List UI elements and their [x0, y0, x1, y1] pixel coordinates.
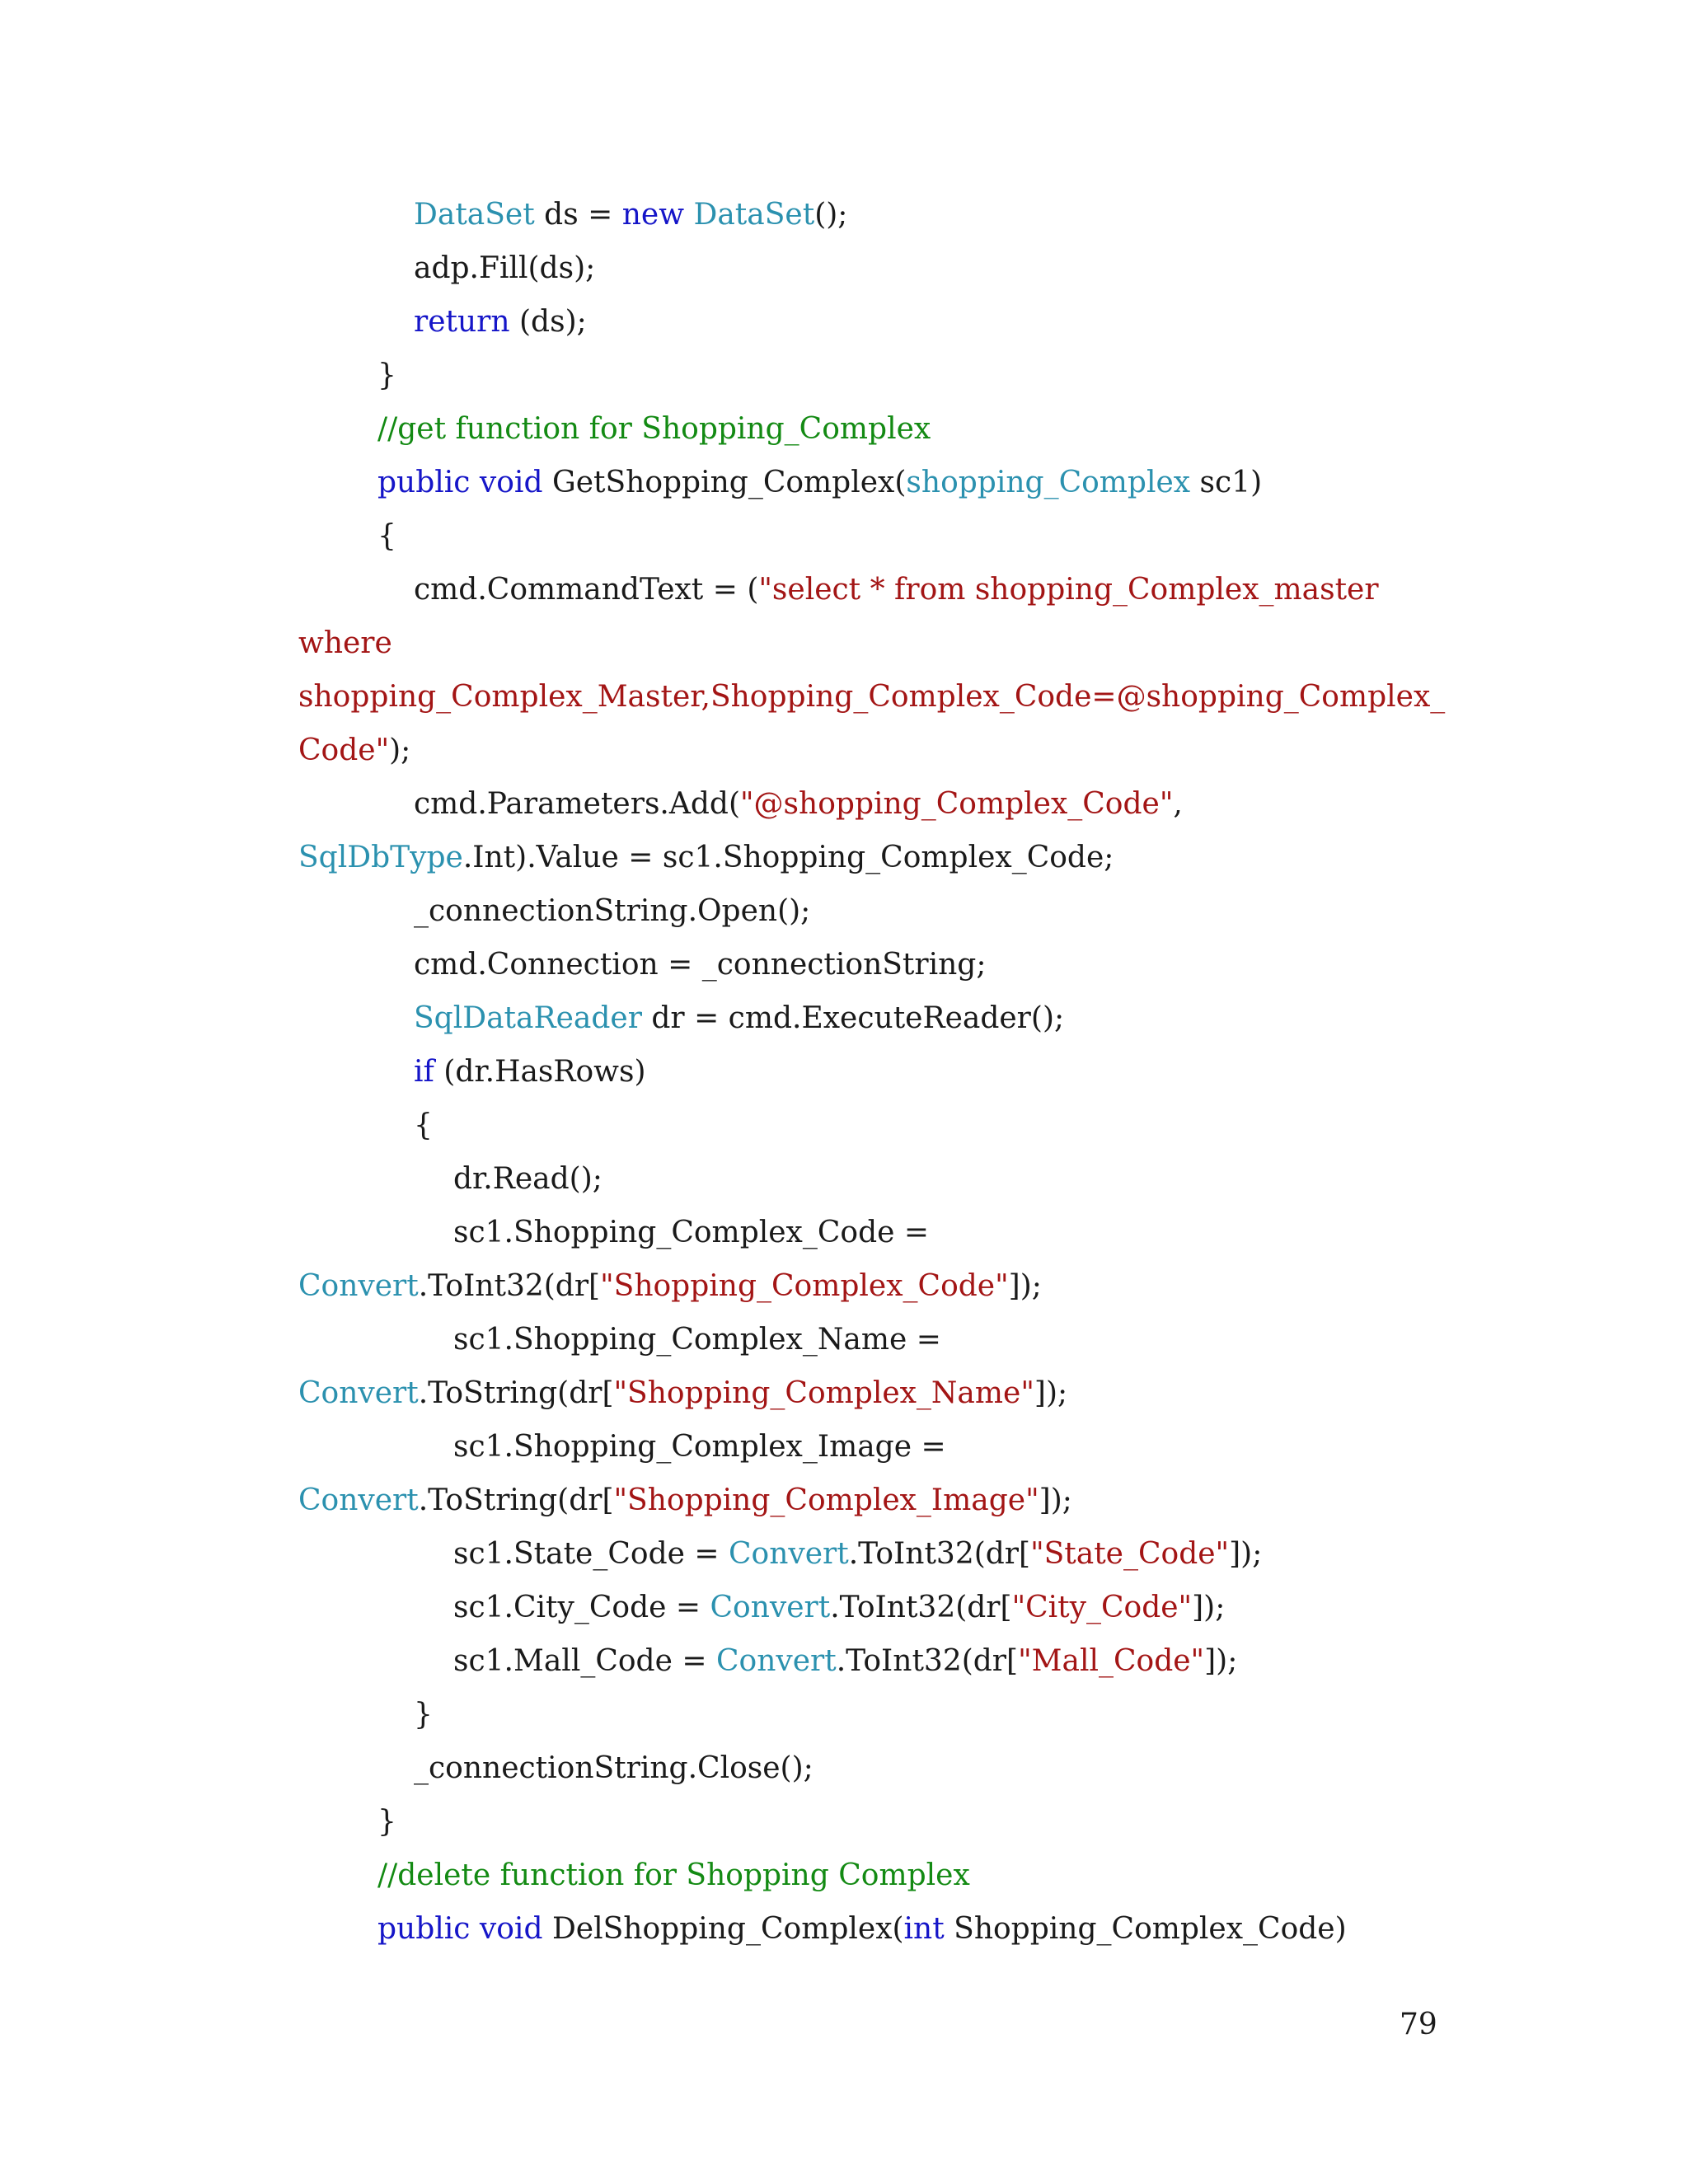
code-token-plain: .ToString(dr[ [418, 1376, 614, 1410]
code-token-type: SqlDataReader [414, 1001, 642, 1035]
code-token-plain: .ToInt32(dr[ [830, 1591, 1012, 1624]
code-line [298, 1741, 1469, 1795]
code-line [298, 1688, 1469, 1741]
code-line [298, 616, 1469, 670]
code-token-plain: { [377, 519, 396, 553]
code-line [298, 884, 1469, 938]
code-token-str: where [298, 626, 392, 660]
code-listing [298, 188, 1469, 1956]
code-token-plain: ]); [1034, 1376, 1068, 1410]
code-token-plain: _connectionString.Close(); [414, 1751, 814, 1785]
code-line [298, 1313, 1469, 1366]
code-token-str: "select * from shopping_Complex_master [758, 573, 1379, 607]
code-line [298, 1902, 1469, 1956]
code-token-type: SqlDbType [298, 841, 463, 874]
code-token-plain: ]); [1192, 1591, 1226, 1624]
code-token-plain: } [377, 1805, 396, 1839]
code-token-str: "City_Code" [1011, 1591, 1193, 1624]
code-token-plain: (ds); [509, 305, 587, 339]
code-token-plain: cmd.CommandText = ( [414, 573, 759, 607]
code-token-plain: } [414, 1698, 433, 1732]
code-token-plain: sc1) [1190, 466, 1263, 499]
code-token-plain: ]); [1008, 1269, 1042, 1303]
code-token-plain: GetShopping_Complex( [542, 466, 907, 499]
code-token-str: shopping_Complex_Master,Shopping_Complex_Code=@shopping_Complex_ [298, 680, 1446, 714]
code-token-plain: sc1.City_Code = [453, 1591, 710, 1624]
code-token-plain: _connectionString.Open(); [414, 894, 811, 928]
code-token-plain: .ToInt32(dr[ [418, 1269, 601, 1303]
code-line [298, 1634, 1469, 1688]
code-token-plain: cmd.Parameters.Add( [414, 787, 740, 821]
code-token-plain: .Int).Value = sc1.Shopping_Complex_Code; [462, 841, 1114, 874]
code-line [298, 1581, 1469, 1634]
code-token-plain: sc1.Shopping_Complex_Code = [453, 1216, 930, 1249]
code-line [298, 456, 1469, 509]
code-line [298, 1259, 1469, 1313]
code-token-type: Convert [728, 1537, 849, 1571]
code-token-type: DataSet [414, 198, 535, 232]
code-token-kw: new [621, 198, 685, 232]
code-token-kw: public [377, 466, 471, 499]
code-token-plain: ds = [534, 198, 622, 232]
code-token-plain: ]); [1039, 1483, 1072, 1517]
code-line [298, 1152, 1469, 1206]
code-token-plain: sc1.Mall_Code = [453, 1644, 716, 1678]
code-token-type: Convert [710, 1591, 831, 1624]
code-token-str: "State_Code" [1030, 1537, 1230, 1571]
code-token-comment: //delete function for Shopping Complex [377, 1858, 970, 1892]
code-token-plain: sc1.Shopping_Complex_Name = [453, 1323, 941, 1357]
code-token-comment: //get function for Shopping_Complex [377, 412, 931, 446]
code-token-str: "Shopping_Complex_Image" [613, 1483, 1039, 1517]
code-line [298, 1795, 1469, 1849]
code-line [298, 1045, 1469, 1099]
code-token-plain: ]); [1204, 1644, 1238, 1678]
code-token-plain: dr = cmd.ExecuteReader(); [641, 1001, 1065, 1035]
code-token-plain [470, 466, 479, 499]
code-line [298, 295, 1469, 349]
code-token-plain: (); [814, 198, 848, 232]
code-token-plain: ]); [1229, 1537, 1263, 1571]
code-line [298, 1099, 1469, 1152]
code-token-plain: adp.Fill(ds); [414, 251, 596, 285]
code-line [298, 991, 1469, 1045]
code-token-type: Convert [298, 1483, 419, 1517]
code-line [298, 402, 1469, 456]
code-token-type: DataSet [693, 198, 815, 232]
code-token-plain: } [377, 359, 396, 392]
code-token-plain: .ToString(dr[ [418, 1483, 614, 1517]
code-token-plain: dr.Read(); [453, 1162, 603, 1196]
code-line [298, 563, 1469, 616]
code-line [298, 1366, 1469, 1420]
code-token-kw: return [414, 305, 510, 339]
code-line [298, 670, 1469, 724]
code-token-kw: if [414, 1055, 434, 1089]
code-token-str: "Mall_Code" [1018, 1644, 1205, 1678]
code-line [298, 1206, 1469, 1259]
code-line [298, 1527, 1469, 1581]
code-line [298, 938, 1469, 991]
code-token-plain [684, 198, 693, 232]
code-line [298, 831, 1469, 884]
code-line [298, 241, 1469, 295]
code-token-plain: .ToInt32(dr[ [848, 1537, 1031, 1571]
code-token-str: "Shopping_Complex_Code" [600, 1269, 1009, 1303]
code-token-type: shopping_Complex [906, 466, 1191, 499]
code-line [298, 777, 1469, 831]
code-token-str: "@shopping_Complex_Code" [740, 787, 1174, 821]
code-token-kw: void [479, 1912, 543, 1946]
code-line [298, 349, 1469, 402]
code-token-plain: Shopping_Complex_Code) [944, 1912, 1347, 1946]
code-line [298, 188, 1469, 241]
code-token-type: Convert [298, 1376, 419, 1410]
code-token-plain: { [414, 1108, 433, 1142]
code-token-plain: ); [389, 733, 411, 767]
code-token-plain: .ToInt32(dr[ [836, 1644, 1019, 1678]
code-token-plain: (dr.HasRows) [434, 1055, 646, 1089]
code-token-plain [470, 1912, 479, 1946]
code-token-str: Code" [298, 733, 390, 767]
code-token-kw: void [479, 466, 543, 499]
code-line [298, 1849, 1469, 1902]
code-token-plain: cmd.Connection = _connectionString; [414, 948, 987, 982]
code-token-plain: , [1173, 787, 1183, 821]
code-line [298, 1474, 1469, 1527]
code-token-str: "Shopping_Complex_Name" [613, 1376, 1034, 1410]
code-line [298, 509, 1469, 563]
code-token-type: Convert [715, 1644, 837, 1678]
code-token-plain: sc1.State_Code = [453, 1537, 729, 1571]
code-token-plain: sc1.Shopping_Complex_Image = [453, 1430, 946, 1464]
code-token-type: Convert [298, 1269, 419, 1303]
code-token-kw: int [903, 1912, 945, 1946]
code-line [298, 1420, 1469, 1474]
page-number: 79 [1400, 2008, 1437, 2041]
code-line [298, 724, 1469, 777]
code-token-plain: DelShopping_Complex( [542, 1912, 904, 1946]
code-token-kw: public [377, 1912, 471, 1946]
